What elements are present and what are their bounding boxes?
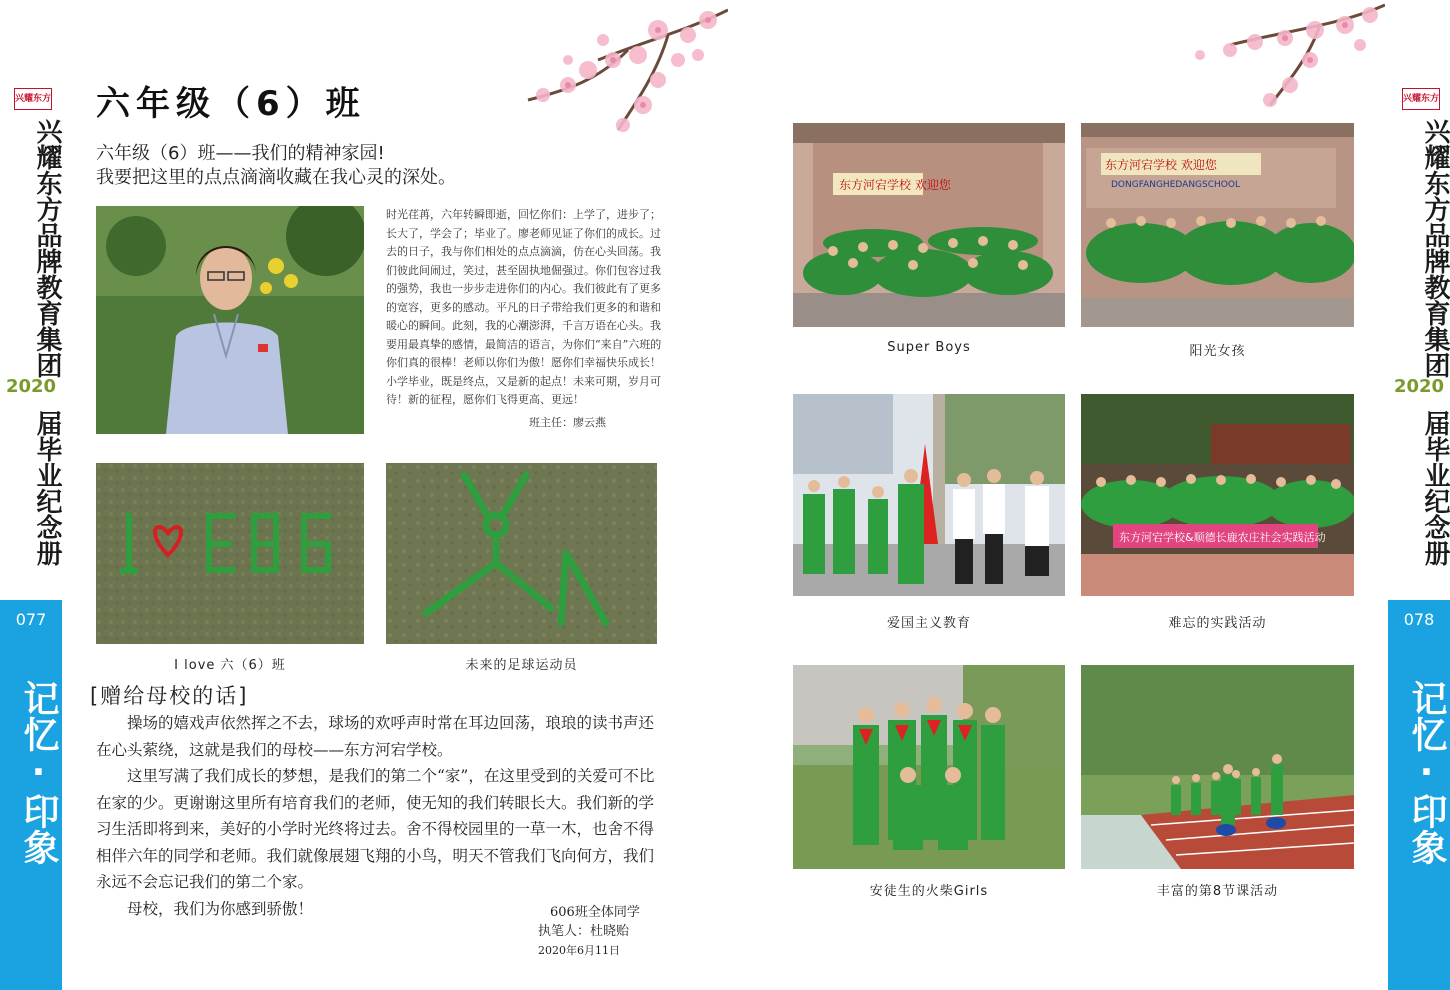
gift-paragraph: 这里写满了我们成长的梦想，是我们的第二个“家”，在这里受到的关爱可不比在家的少。更谢谢这里所有培育我们的老师，使无知的我们转眼长大。我们新的学习生活即将到来，美好的小学时光终将过去。舍不得校园里的一草一木，也舍不得相伴六年的同学和老师。我们就像展翅飞翔的小鸟，明天不管我们飞向何方，我们永远不会忘记我们的第二个家。 (96, 767, 655, 891)
intro-line: 我要把这里的点点滴滴收藏在我心灵的深处。 (96, 167, 456, 188)
gift-section-body (96, 710, 666, 922)
intro-line: 六年级（6）班——我们的精神家园! (96, 143, 385, 164)
photo-caption: 难忘的实践活动 (1168, 616, 1267, 631)
school-sign-en-text: DONGFANGHEDANGSCHOOL (1111, 180, 1240, 190)
teacher-letter (386, 206, 666, 432)
teacher-signature: 班主任：廖云燕 (529, 415, 606, 429)
patriotic-education-photo (793, 394, 1065, 596)
group-name: 兴耀东方品牌教育集团 (32, 118, 62, 378)
gift-signature (538, 903, 640, 960)
i-love-class-photo (96, 463, 364, 644)
section-label: 记忆·印象 (1406, 680, 1447, 865)
photo-caption: Super Boys (887, 340, 971, 355)
super-boys-photo (793, 123, 1065, 327)
practice-activity-photo (1081, 394, 1354, 596)
gift-signature-line: 执笔人：杜晓贻 (538, 924, 630, 939)
match-girls-photo (793, 665, 1065, 869)
page-number: 077 (15, 610, 47, 629)
book-title: 届毕业纪念册 (1420, 410, 1450, 566)
photo-caption: 爱国主义教育 (886, 616, 971, 631)
cherry-blossom-right-decoration (1170, 0, 1385, 125)
gift-paragraph: 母校，我们为你感到骄傲！ (127, 899, 314, 918)
photo-caption: 未来的足球运动员 (465, 658, 578, 673)
sunshine-girls-photo (1081, 123, 1354, 327)
year-label: 2020 (5, 376, 57, 397)
gift-section-title: [赠给母校的话] (90, 684, 249, 708)
school-sign-text: 东方河宕学校 欢迎您 (839, 178, 951, 192)
brand-logo: 兴耀东方 (14, 88, 52, 110)
brand-logo: 兴耀东方 (1402, 88, 1440, 110)
cherry-blossom-left-decoration (508, 0, 728, 160)
year-label: 2020 (1393, 376, 1445, 397)
intro-text (96, 142, 456, 190)
page-title: 六年级（6）班 (96, 84, 366, 124)
extracurricular-activity-photo (1081, 665, 1354, 869)
gift-signature-line: 2020年6月11日 (538, 944, 620, 957)
photo-caption: 阳光女孩 (1189, 344, 1246, 359)
practice-banner-text: 东方河宕学校&顺德长鹿农庄社会实践活动 (1119, 531, 1326, 544)
future-football-photo (386, 463, 657, 644)
teacher-letter-body: 时光荏苒，六年转瞬即逝，回忆你们：上学了，进步了；长大了，学会了；毕业了。廖老师见证了你们的成长。过去的日子，我与你们相处的点点滴滴，仿在心头回荡。我们彼此间闹过，笑过，甚至固执地倔强过。你们包容过我的强势，我也一步步走进你们的内心。我们彼此有了更多的宽容，更多的感动。平凡的日子带给我们更多的和谐和暖心的瞬间。此刻，我的心潮澎湃，千言万语在心头。我要用最真挚的感情，最简洁的语言，为你们“来自”六班的你们真的很棒！老师以你们为傲！愿你们幸福快乐成长！小学毕业，既是终点，又是新的起点！未来可期，岁月可待！新的征程，愿你们飞得更高、更远！ (386, 208, 662, 406)
photo-caption: I love 六（6）班 (174, 658, 286, 673)
page-number: 078 (1403, 610, 1435, 629)
left-spine (0, 0, 62, 990)
gift-signature-line: 606班全体同学 (550, 905, 640, 920)
gift-paragraph: 操场的嬉戏声依然挥之不去，球场的欢呼声时常在耳边回荡，琅琅的读书声还在心头萦绕，这就是我们的母校——东方河宕学校。 (96, 714, 655, 759)
book-title: 届毕业纪念册 (32, 410, 62, 566)
school-sign-text: 东方河宕学校 欢迎您 (1105, 158, 1217, 172)
group-name: 兴耀东方品牌教育集团 (1420, 118, 1450, 378)
section-label: 记忆·印象 (18, 680, 59, 865)
photo-caption: 安徒生的火柴Girls (869, 884, 989, 899)
photo-caption: 丰富的第8节课活动 (1156, 884, 1279, 899)
right-spine (1388, 0, 1450, 990)
teacher-photo (96, 206, 364, 434)
